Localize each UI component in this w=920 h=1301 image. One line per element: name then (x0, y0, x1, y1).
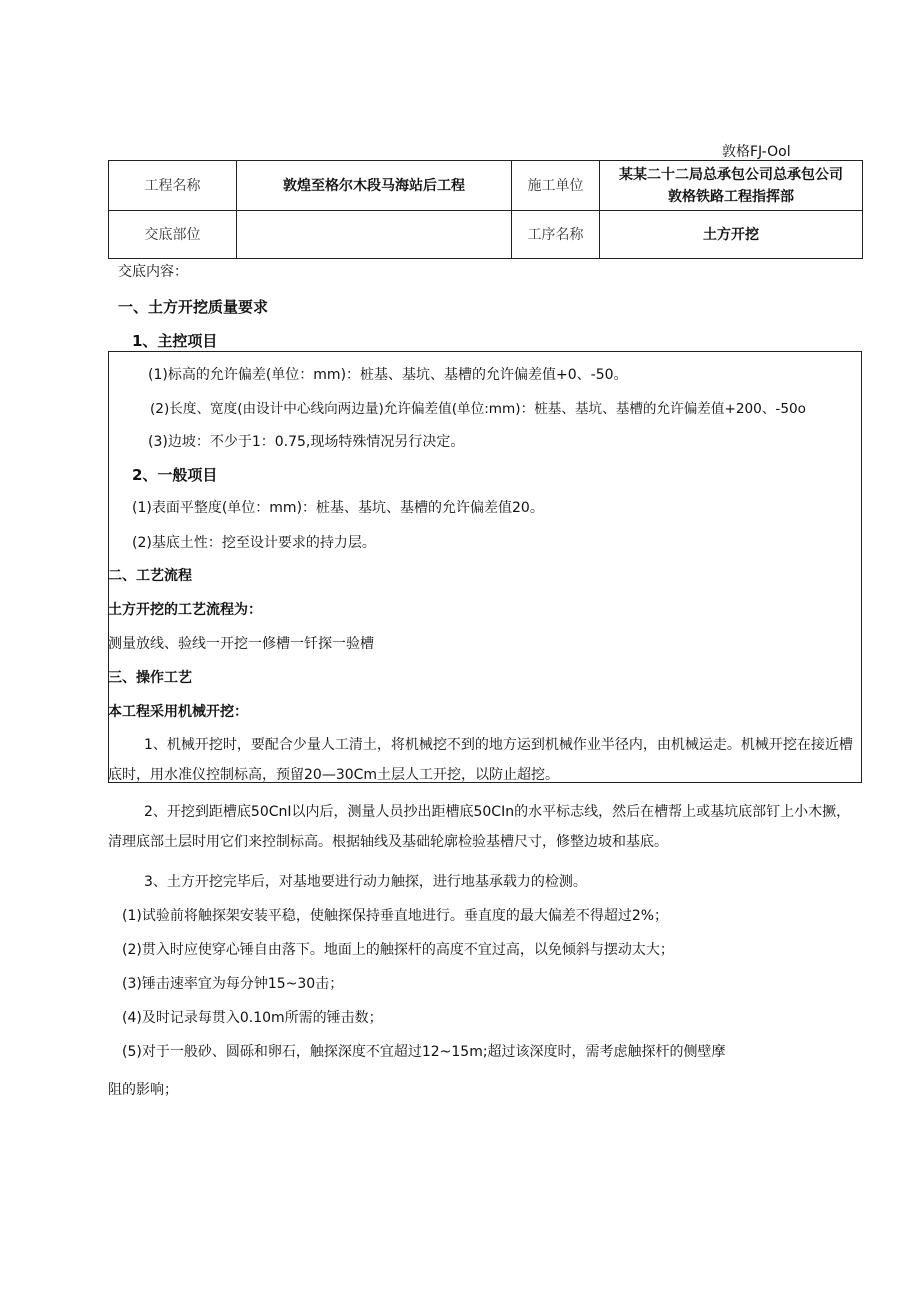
process-name-label: 工序名称 (512, 211, 600, 259)
header-row-2 (109, 211, 863, 259)
header-table (108, 160, 863, 259)
general-item-1: (1)表面平整度(单位：mm)：桩基、基坑、基槽的允许偏差值20。 (132, 500, 544, 516)
handover-part-label: 交底部位 (109, 211, 237, 259)
operation-paragraph-1: 1、机械开挖时，要配合少量人工清土，将机械挖不到的地方运到机械作业半径内，由机械运走。机械开挖在接近槽底时，用水准仪控制标高，预留20—30Cm土层人工开挖，以防止超挖。 (108, 737, 853, 783)
general-items-title: 2、一般项目 (132, 466, 218, 484)
process-flow-subtitle: 土方开挖的工艺流程为： (108, 602, 262, 618)
construction-unit-value (600, 161, 863, 211)
test-item-5-continuation: 阻的影响； (108, 1082, 178, 1098)
operation-paragraph-3: 3、土方开挖完毕后，对基地要进行动力触探，进行地基承载力的检测。 (144, 874, 587, 890)
content-label: 交底内容： (118, 264, 188, 280)
construction-unit-line-1: 某某二十二局总承包公司总承包公司 (619, 166, 843, 183)
operation-paragraph-2: 2、开挖到距槽底50CnI以内后，测量人员抄出距槽底50CIn的水平标志线，然后在槽帮上或基坑底部钉上小木撅，清理底部土层时用它们来控制标高。根据轴线及基础轮廓检验基槽尺寸，修整边坡和基底。 (108, 804, 851, 850)
document-code: 敦格FJ-Ool (722, 144, 791, 160)
main-item-1: (1)标高的允许偏差(单位：mm)：桩基、基坑、基槽的允许偏差值+0、-50。 (148, 367, 628, 383)
test-item-1: (1)试验前将触探架安装平稳，使触探保持垂直地进行。垂直度的最大偏差不得超过2%； (122, 908, 669, 924)
section-3-title: 三、操作工艺 (108, 670, 192, 686)
general-item-2: (2)基底土性：挖至设计要求的持力层。 (132, 535, 376, 551)
main-items-title: 1、主控项目 (132, 332, 218, 350)
test-item-5: (5)对于一般砂、圆砾和卵石，触探深度不宜超过12~15m;超过该深度时，需考虑触探杆的侧壁摩 (122, 1044, 726, 1060)
project-name-value: 敦煌至格尔木段马海站后工程 (237, 161, 512, 211)
process-flow: 测量放线、验线一开挖一修槽一钎探一验槽 (108, 636, 374, 652)
test-item-3: (3)锤击速率宜为每分钟15~30击； (122, 976, 344, 992)
section-2-title: 二、工艺流程 (108, 568, 192, 584)
header-row-1 (109, 161, 863, 211)
construction-unit-line-2: 敦格铁路工程指挥部 (668, 188, 794, 205)
test-item-4: (4)及时记录每贯入0.10m所需的锤击数； (122, 1010, 383, 1026)
process-name-value: 土方开挖 (600, 211, 863, 259)
section-1-title: 一、土方开挖质量要求 (118, 298, 269, 316)
project-name-label: 工程名称 (109, 161, 237, 211)
main-item-2: (2)长度、宽度(由设计中心线向两边量)允许偏差值(单位:mm)：桩基、基坑、基槽的允许偏差值+200、-50o (150, 401, 806, 417)
main-item-3: (3)边坡：不少于1：0.75,现场特殊情况另行决定。 (148, 434, 465, 450)
test-item-2: (2)贯入时应使穿心锤自由落下。地面上的触探杆的高度不宜过高，以免倾斜与摆动太大； (122, 942, 674, 958)
construction-unit-label: 施工单位 (512, 161, 600, 211)
handover-part-value (237, 211, 512, 259)
operation-subtitle: 本工程采用机械开挖： (108, 704, 248, 720)
